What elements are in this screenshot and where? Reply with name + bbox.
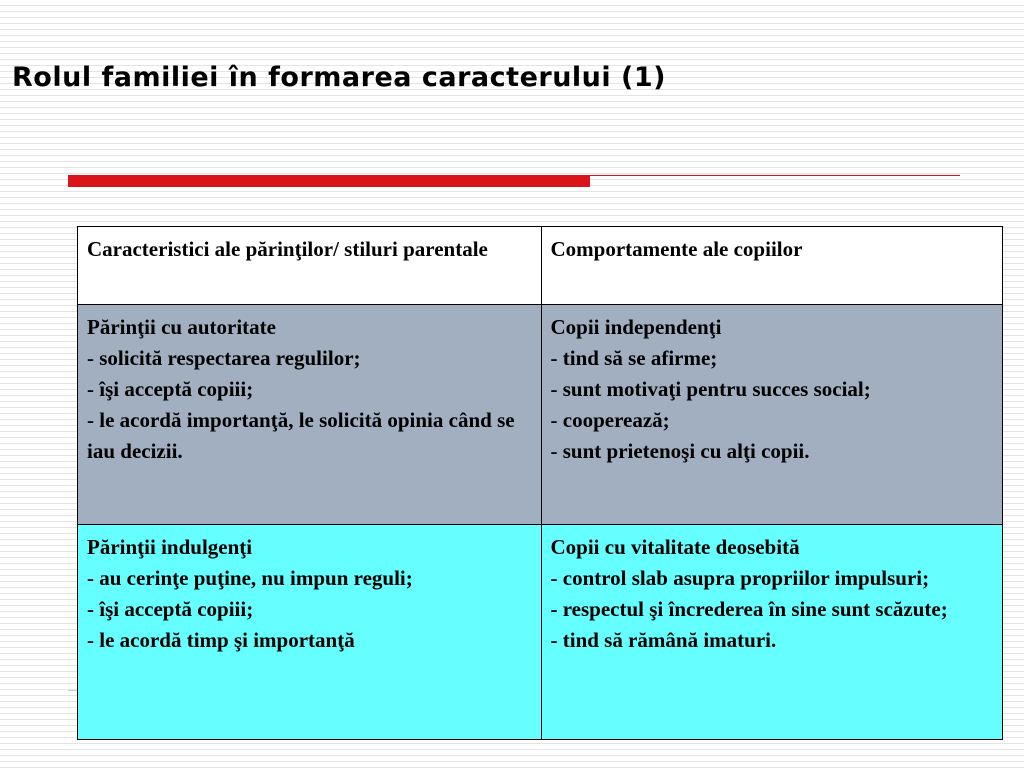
authoritative-item: - îşi acceptă copiii; [87,377,254,401]
vital-item: - control slab asupra propriilor impulsuri; [550,566,930,590]
table-header-row [78,227,1003,305]
table-row-authoritative [78,305,1003,525]
vital-item: - respectul şi încrederea în sine sunt scăzute; [550,597,948,621]
independent-item: - sunt motivaţi pentru succes social; [550,377,871,401]
indulgent-item: - îşi acceptă copiii; [87,597,254,621]
cell-authoritative-parents [78,305,542,525]
table-row-indulgent [78,525,1003,740]
cell-independent-children [541,305,1003,525]
independent-item: - cooperează; [550,408,670,432]
indulgent-item: - le acordă timp şi importanţă [87,628,355,652]
cell-indulgent-parents [78,525,542,740]
independent-children-heading: Copii independenţi [550,315,722,339]
authoritative-parents-heading: Părinţii cu autoritate [87,315,276,339]
indulgent-parents-heading: Părinţii indulgenţi [87,535,253,559]
parenting-styles-table [77,226,1003,740]
slide-title: Rolul familiei în formarea caracterului (1) [12,62,667,93]
header-child-behaviors: Comportamente ale copiilor [541,227,1003,305]
title-underline-thin [590,175,960,176]
independent-item: - sunt prietenoşi cu alţi copii. [550,439,810,463]
header-parent-characteristics: Caracteristici ale părinţilor/ stiluri parentale [78,227,542,305]
vital-children-heading: Copii cu vitalitate deosebită [550,535,800,559]
independent-item: - tind să se afirme; [550,346,718,370]
cell-vital-children [541,525,1003,740]
indulgent-item: - au cerinţe puţine, nu impun reguli; [87,566,413,590]
vital-item: - tind să rămână imaturi. [550,628,777,652]
authoritative-item: - solicită respectarea regulilor; [87,346,361,370]
title-underline-bar [68,175,590,187]
authoritative-item: - le acordă importanţă, le solicită opinia când se iau decizii. [87,408,515,463]
